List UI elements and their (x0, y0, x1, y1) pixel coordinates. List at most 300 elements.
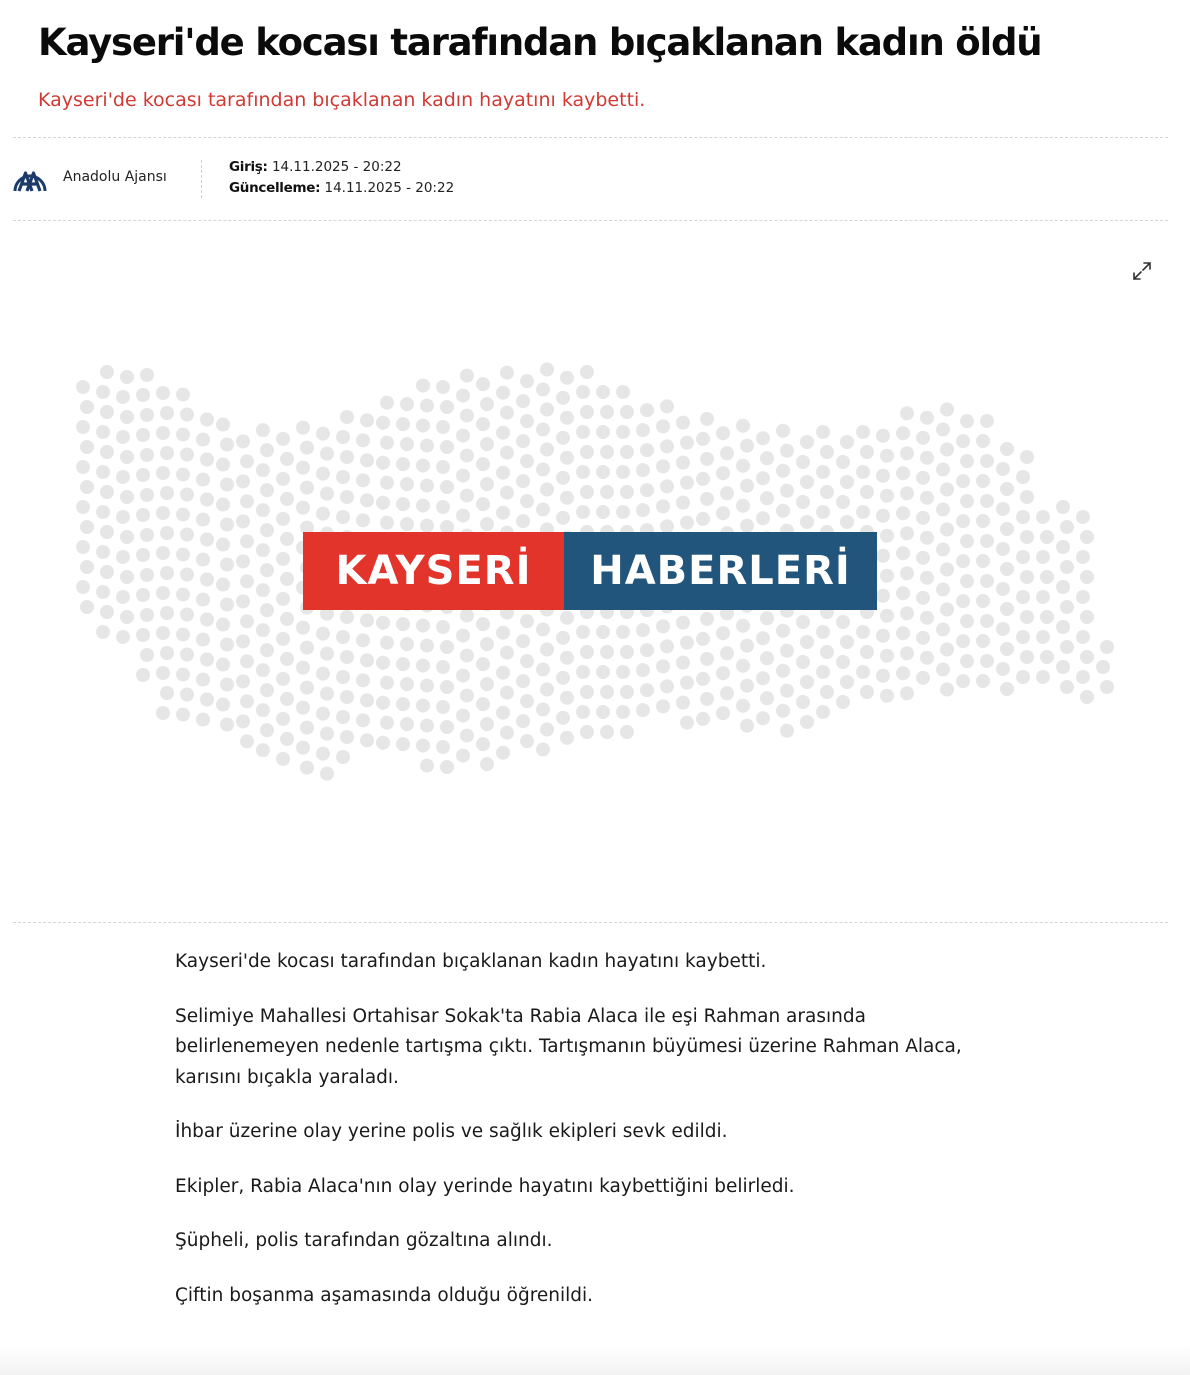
map-dot (496, 426, 510, 440)
map-dot (820, 645, 834, 659)
map-dot (960, 414, 974, 428)
map-dot (1016, 670, 1030, 684)
map-dot (376, 696, 390, 710)
map-dot (96, 465, 110, 479)
bottom-fade (0, 1345, 1190, 1375)
map-dot (636, 423, 650, 437)
map-dot (696, 432, 710, 446)
map-dot (900, 606, 914, 620)
map-dot (920, 411, 934, 425)
map-dot (660, 439, 674, 453)
map-dot (120, 450, 134, 464)
map-dot (476, 657, 490, 671)
map-dot (316, 467, 330, 481)
map-dot (176, 508, 190, 522)
map-dot (236, 634, 250, 648)
map-dot (500, 486, 514, 500)
anadolu-ajansi-logo-icon[interactable] (13, 163, 47, 193)
map-dot (540, 403, 554, 417)
map-dot (580, 405, 594, 419)
article-image[interactable] (13, 222, 1168, 922)
map-dot (380, 636, 394, 650)
map-dot (556, 391, 570, 405)
map-dot (260, 443, 274, 457)
map-dot (596, 625, 610, 639)
map-dot (760, 691, 774, 705)
map-dot (840, 475, 854, 489)
map-dot (900, 526, 914, 540)
map-dot (576, 705, 590, 719)
map-dot (460, 489, 474, 503)
map-dot (260, 483, 274, 497)
map-dot (1060, 640, 1074, 654)
map-dot (696, 672, 710, 686)
map-dot (696, 712, 710, 726)
map-dot (160, 526, 174, 540)
map-dot (940, 643, 954, 657)
map-dot (456, 749, 470, 763)
map-dot (340, 610, 354, 624)
map-dot (860, 645, 874, 659)
map-dot (676, 456, 690, 470)
map-dot (736, 419, 750, 433)
map-dot (220, 638, 234, 652)
map-dot (440, 440, 454, 454)
map-dot (320, 767, 334, 781)
map-dot (576, 425, 590, 439)
map-dot (720, 486, 734, 500)
map-dot (560, 691, 574, 705)
map-dot (980, 574, 994, 588)
map-dot (440, 400, 454, 414)
map-dot (636, 663, 650, 677)
map-dot (240, 454, 254, 468)
map-dot (480, 717, 494, 731)
map-dot (1080, 650, 1094, 664)
map-dot (500, 686, 514, 700)
map-dot (660, 679, 674, 693)
map-dot (80, 600, 94, 614)
map-dot (876, 429, 890, 443)
map-dot (1060, 560, 1074, 574)
map-dot (160, 646, 174, 660)
map-dot (660, 639, 674, 653)
updated-value: 14.11.2025 - 20:22 (324, 180, 455, 196)
map-dot (756, 511, 770, 525)
map-dot (636, 623, 650, 637)
map-dot (280, 532, 294, 546)
map-dot (400, 637, 414, 651)
map-dot (1040, 530, 1054, 544)
map-dot (816, 425, 830, 439)
map-dot (996, 542, 1010, 556)
article-meta (13, 156, 713, 200)
map-dot (656, 419, 670, 433)
map-dot (120, 490, 134, 504)
map-dot (456, 389, 470, 403)
map-dot (200, 573, 214, 587)
map-dot (376, 616, 390, 630)
map-dot (156, 626, 170, 640)
map-dot (976, 594, 990, 608)
map-dot (776, 704, 790, 718)
map-dot (116, 510, 130, 524)
map-dot (516, 434, 530, 448)
article-paragraph: Kayseri'de kocası tarafından bıçaklanan kadın hayatını kaybetti. (175, 951, 767, 972)
map-dot (516, 514, 530, 528)
map-dot (600, 725, 614, 739)
map-dot (736, 459, 750, 473)
map-dot (296, 741, 310, 755)
map-dot (996, 622, 1010, 636)
map-dot (1056, 500, 1070, 514)
map-dot (736, 659, 750, 673)
map-dot (896, 546, 910, 560)
map-dot (680, 676, 694, 690)
map-dot (216, 578, 230, 592)
map-dot (956, 554, 970, 568)
map-dot (516, 714, 530, 728)
map-dot (536, 423, 550, 437)
map-dot (160, 686, 174, 700)
article-spot: Kayseri'de kocası tarafından bıçaklanan kadın hayatını kaybetti. (38, 89, 646, 111)
map-dot (1056, 540, 1070, 554)
banner-left-text: KAYSERİ (303, 532, 564, 610)
map-dot (300, 681, 314, 695)
map-dot (516, 474, 530, 488)
map-dot (1040, 610, 1054, 624)
map-dot (596, 665, 610, 679)
map-dot (420, 519, 434, 533)
map-dot (200, 453, 214, 467)
map-dot (380, 676, 394, 690)
map-dot (356, 713, 370, 727)
map-dot (1000, 562, 1014, 576)
map-dot (376, 496, 390, 510)
map-dot (416, 499, 430, 513)
map-dot (976, 474, 990, 488)
map-dot (676, 616, 690, 630)
map-dot (1080, 610, 1094, 624)
map-dot (596, 385, 610, 399)
map-dot (916, 431, 930, 445)
map-dot (140, 528, 154, 542)
map-dot (940, 523, 954, 537)
map-dot (600, 645, 614, 659)
map-dot (876, 549, 890, 563)
map-dot (660, 479, 674, 493)
map-dot (260, 563, 274, 577)
map-dot (120, 410, 134, 424)
article-paragraph: Selimiye Mahallesi Ortahisar Sokak'ta Rabia Alaca ile eşi Rahman arasında belirlenemeyen nedenle tartışma çıktı. Tartışmanın büyümesi üzerine Rahman Alaca, karısını bıçakla yaraladı. (175, 1005, 962, 1088)
map-dot (560, 371, 574, 385)
map-dot (916, 551, 930, 565)
map-dot (1020, 650, 1034, 664)
map-dot (476, 617, 490, 631)
map-dot (320, 447, 334, 461)
map-dot (176, 708, 190, 722)
map-dot (536, 703, 550, 717)
map-dot (136, 508, 150, 522)
map-dot (900, 566, 914, 580)
map-dot (496, 386, 510, 400)
map-dot (340, 450, 354, 464)
map-dot (500, 646, 514, 660)
map-dot (220, 598, 234, 612)
map-dot (1016, 590, 1030, 604)
map-dot (720, 686, 734, 700)
map-dot (380, 476, 394, 490)
map-dot (1000, 522, 1014, 536)
map-dot (160, 606, 174, 620)
map-dot (620, 725, 634, 739)
article-paragraph: Çiftin boşanma aşamasında olduğu öğrenildi. (175, 1284, 594, 1306)
map-dot (656, 459, 670, 473)
map-dot (356, 433, 370, 447)
map-dot (256, 703, 270, 717)
map-dot (436, 420, 450, 434)
map-dot (116, 390, 130, 404)
map-dot (260, 643, 274, 657)
map-dot (636, 463, 650, 477)
map-dot (156, 546, 170, 560)
map-dot (300, 441, 314, 455)
map-dot (796, 655, 810, 669)
map-dot (300, 481, 314, 495)
map-dot (740, 679, 754, 693)
map-dot (900, 446, 914, 460)
map-dot (896, 506, 910, 520)
source-name[interactable]: Anadolu Ajansı (63, 169, 167, 185)
map-dot (776, 664, 790, 678)
map-dot (96, 585, 110, 599)
map-dot (276, 552, 290, 566)
map-dot (656, 499, 670, 513)
map-dot (780, 684, 794, 698)
map-dot (380, 396, 394, 410)
map-dot (896, 466, 910, 480)
map-dot (320, 647, 334, 661)
map-dot (336, 470, 350, 484)
map-dot (256, 663, 270, 677)
map-dot (1056, 620, 1070, 634)
map-dot (640, 483, 654, 497)
map-dot (820, 445, 834, 459)
map-dot (96, 425, 110, 439)
map-dot (580, 445, 594, 459)
map-dot (176, 548, 190, 562)
map-dot (140, 648, 154, 662)
map-dot (280, 572, 294, 586)
map-dot (236, 594, 250, 608)
map-dot (440, 480, 454, 494)
divider-bottom (13, 922, 1168, 923)
map-dot (236, 474, 250, 488)
map-dot (260, 523, 274, 537)
article-body (175, 947, 975, 1335)
map-dot (800, 715, 814, 729)
map-dot (440, 720, 454, 734)
map-dot (1020, 530, 1034, 544)
map-dot (160, 486, 174, 500)
map-dot (276, 472, 290, 486)
map-dot (1000, 602, 1014, 616)
map-dot (236, 554, 250, 568)
divider-top (13, 137, 1168, 138)
map-dot (356, 473, 370, 487)
map-dot (840, 675, 854, 689)
map-dot (840, 435, 854, 449)
map-dot (916, 511, 930, 525)
map-dot (920, 651, 934, 665)
map-dot (916, 591, 930, 605)
map-dot (476, 457, 490, 471)
map-dot (240, 654, 254, 668)
map-dot (520, 454, 534, 468)
map-dot (200, 653, 214, 667)
map-dot (560, 411, 574, 425)
map-dot (676, 696, 690, 710)
map-dot (540, 363, 554, 377)
map-dot (400, 397, 414, 411)
map-dot (180, 648, 194, 662)
map-dot (800, 635, 814, 649)
map-dot (636, 703, 650, 717)
map-dot (960, 494, 974, 508)
map-dot (980, 614, 994, 628)
map-dot (536, 663, 550, 677)
map-dot (800, 435, 814, 449)
map-dot (716, 466, 730, 480)
map-dot (956, 594, 970, 608)
map-dot (820, 485, 834, 499)
map-dot (460, 609, 474, 623)
map-dot (1040, 650, 1054, 664)
map-dot (580, 725, 594, 739)
map-dot (1016, 470, 1030, 484)
map-dot (1000, 642, 1014, 656)
map-dot (700, 612, 714, 626)
map-dot (140, 368, 154, 382)
map-dot (616, 385, 630, 399)
map-dot (920, 611, 934, 625)
map-dot (460, 729, 474, 743)
map-dot (460, 689, 474, 703)
map-dot (116, 470, 130, 484)
map-dot (980, 494, 994, 508)
map-dot (416, 619, 430, 633)
map-dot (540, 723, 554, 737)
map-dot (1036, 550, 1050, 564)
map-dot (340, 410, 354, 424)
map-dot (1016, 550, 1030, 564)
article-paragraph: İhbar üzerine olay yerine polis ve sağlık ekipleri sevk edildi. (175, 1121, 728, 1142)
map-dot (676, 416, 690, 430)
map-dot (276, 712, 290, 726)
map-dot (556, 511, 570, 525)
map-dot (1020, 610, 1034, 624)
expand-icon[interactable] (1131, 260, 1153, 282)
map-dot (120, 530, 134, 544)
map-dot (80, 400, 94, 414)
map-dot (120, 610, 134, 624)
map-dot (360, 613, 374, 627)
map-dot (1000, 482, 1014, 496)
map-dot (356, 513, 370, 527)
map-dot (1056, 580, 1070, 594)
map-dot (840, 635, 854, 649)
map-dot (936, 543, 950, 557)
map-dot (896, 666, 910, 680)
map-dot (900, 406, 914, 420)
map-dot (836, 695, 850, 709)
map-dot (76, 460, 90, 474)
map-dot (200, 533, 214, 547)
map-dot (640, 443, 654, 457)
map-dot (220, 478, 234, 492)
map-dot (1036, 590, 1050, 604)
map-dot (1060, 680, 1074, 694)
map-dot (680, 636, 694, 650)
map-dot (876, 509, 890, 523)
map-dot (800, 515, 814, 529)
map-dot (1036, 670, 1050, 684)
map-dot (816, 505, 830, 519)
map-dot (676, 656, 690, 670)
map-dot (1000, 682, 1014, 696)
map-dot (780, 724, 794, 738)
map-dot (436, 460, 450, 474)
map-dot (980, 414, 994, 428)
map-dot (656, 659, 670, 673)
map-dot (960, 614, 974, 628)
map-dot (920, 451, 934, 465)
map-dot (936, 503, 950, 517)
map-dot (856, 665, 870, 679)
map-dot (840, 515, 854, 529)
map-dot (700, 652, 714, 666)
map-dot (156, 666, 170, 680)
map-dot (620, 445, 634, 459)
map-dot (896, 586, 910, 600)
map-dot (496, 506, 510, 520)
map-dot (936, 623, 950, 637)
map-dot (300, 761, 314, 775)
map-dot (360, 413, 374, 427)
map-dot (520, 694, 534, 708)
map-dot (716, 666, 730, 680)
map-dot (996, 462, 1010, 476)
map-dot (140, 568, 154, 582)
map-dot (396, 657, 410, 671)
map-dot (740, 439, 754, 453)
map-dot (220, 558, 234, 572)
map-dot (480, 477, 494, 491)
map-dot (976, 554, 990, 568)
map-dot (340, 490, 354, 504)
map-dot (956, 434, 970, 448)
map-dot (760, 451, 774, 465)
map-dot (940, 603, 954, 617)
map-dot (916, 671, 930, 685)
map-dot (320, 687, 334, 701)
map-dot (656, 619, 670, 633)
map-dot (136, 428, 150, 442)
map-dot (800, 675, 814, 689)
map-dot (500, 726, 514, 740)
map-dot (116, 630, 130, 644)
map-dot (576, 465, 590, 479)
